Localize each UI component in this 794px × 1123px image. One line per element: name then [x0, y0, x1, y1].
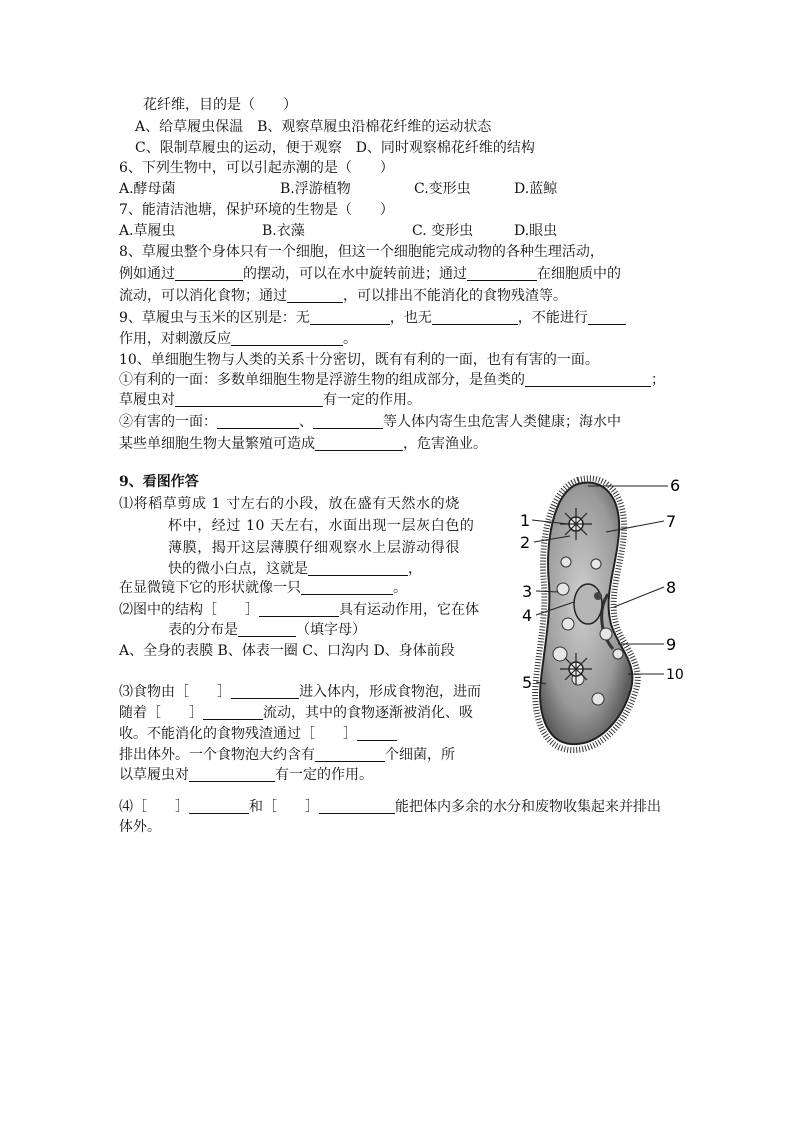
- p3-text: 流动，其中的食物逐渐被消化、吸: [263, 705, 473, 721]
- p4-text: 和［ ］: [249, 799, 319, 815]
- q9-text: 。: [343, 331, 357, 347]
- p2-line1: [119, 600, 479, 620]
- p1-line1: ⑴将稻草剪成 1 寸左右的小段，放在盛有天然水的烧: [119, 496, 460, 512]
- label-6: 6: [670, 476, 681, 495]
- p3-line1: [119, 682, 481, 702]
- p3-text: 有一定的作用。: [275, 767, 373, 783]
- p1-line2: 杯中，经过 10 天左右，水面出现一层灰白色的: [168, 518, 475, 534]
- p4-line1: [119, 797, 661, 817]
- p3-text: 以草履虫对: [119, 767, 189, 783]
- q10-text: ②有害的一面：: [119, 414, 217, 430]
- q10-harm-line1: [119, 412, 621, 432]
- label-3: 3: [522, 582, 533, 601]
- q8-text: 的摆动，可以在水中旋转前进；通过: [243, 266, 467, 282]
- q6-option-c: C.变形虫: [414, 181, 471, 197]
- p3-line5: [119, 765, 373, 785]
- answer-blank[interactable]: [189, 766, 275, 782]
- answer-blank[interactable]: [310, 309, 390, 325]
- answer-blank[interactable]: [432, 309, 518, 325]
- q9-text: ，不能进行: [517, 310, 588, 326]
- q8-line2: [119, 264, 621, 284]
- label-2: 2: [520, 533, 531, 552]
- p3-text: 随着［ ］: [119, 705, 203, 721]
- label-5: 5: [522, 673, 533, 692]
- q10-benefit-line2: [119, 390, 421, 410]
- q9-line1: [119, 308, 626, 328]
- answer-blank[interactable]: [231, 683, 299, 699]
- answer-blank[interactable]: [189, 798, 249, 814]
- label-7: 7: [666, 512, 677, 531]
- answer-blank[interactable]: [301, 579, 393, 595]
- q6-option-a: A.酵母菌: [119, 181, 176, 197]
- label-10: 10: [666, 667, 684, 683]
- p2-text: 具有运动作用，它在体: [339, 602, 479, 618]
- p3-text: 进入体内，形成食物泡，进而: [299, 684, 481, 700]
- p4-line2: 体外。: [119, 819, 161, 835]
- p3-text: 排出体外。一个食物泡大约含有: [119, 747, 315, 763]
- label-1: 1: [520, 511, 531, 530]
- q6-option-d: D.蓝鲸: [514, 181, 558, 197]
- answer-blank[interactable]: [315, 435, 403, 451]
- answer-blank[interactable]: [238, 621, 296, 637]
- q10-text: 有一定的作用。: [323, 392, 421, 408]
- answer-blank[interactable]: [467, 265, 537, 281]
- answer-blank[interactable]: [313, 413, 383, 429]
- p1-text: 快的微小白点，这就是: [168, 561, 308, 577]
- q8-line1: 8、草履虫整个身体只有一个细胞，但这一个细胞能完成动物的各种生理活动，: [119, 244, 604, 260]
- answer-blank[interactable]: [203, 704, 263, 720]
- q7-option-c: C. 变形虫: [412, 223, 474, 239]
- label-9: 9: [666, 635, 677, 654]
- q10-text: ，危害渔业。: [403, 436, 487, 452]
- q8-line3: [119, 286, 567, 306]
- p1-line3: 薄膜，揭开这层薄膜仔细观察水上层游动得很: [168, 540, 460, 556]
- q9-text: 作用，对刺激反应: [119, 331, 231, 347]
- q10-text: 等人体内寄生虫危害人类健康；海水中: [383, 414, 621, 430]
- paramecium-figure: [518, 474, 698, 764]
- p2-options: A、全身的表膜 B、体表一圈 C、口沟内 D、身体前段: [119, 643, 455, 659]
- answer-blank[interactable]: [319, 798, 395, 814]
- answer-blank[interactable]: [175, 391, 323, 407]
- q7-option-a: A.草履虫: [119, 223, 176, 239]
- p1-line4: [168, 559, 422, 579]
- q9-text: 9、草履虫与玉米的区别是：无: [119, 310, 310, 326]
- q7-option-d: D.眼虫: [514, 223, 558, 239]
- p2-text: （填字母）: [296, 622, 366, 638]
- q5-stem-cont: 花纤维，目的是（ ）: [143, 97, 297, 113]
- answer-blank[interactable]: [259, 601, 339, 617]
- answer-blank[interactable]: [175, 265, 243, 281]
- p1-text: 在显微镜下它的形状就像一只: [119, 580, 301, 596]
- q10-text: ①有利的一面：多数单细胞生物是浮游生物的组成部分，是鱼类的: [119, 372, 525, 388]
- q10-text: 某些单细胞生物大量繁殖可造成: [119, 436, 315, 452]
- q10-text: 草履虫对: [119, 392, 175, 408]
- q8-text: 在细胞质中的: [537, 266, 621, 282]
- q6-stem: 6、下列生物中，可以引起赤潮的是（ ）: [119, 160, 394, 176]
- p3-text: 收。不能消化的食物残渣通过［ ］: [119, 726, 357, 742]
- p1-text: ，: [408, 561, 422, 577]
- q9-text: ，也无: [389, 310, 432, 326]
- q5-options-ab: A、给草履虫保温 B、观察草履虫沿棉花纤维的运动状态: [135, 119, 492, 135]
- p3-line2: [119, 703, 473, 723]
- p3-text: 个细菌，所: [385, 747, 455, 763]
- q6-option-b: B.浮游植物: [280, 181, 351, 197]
- p2-text: ⑵图中的结构［ ］: [119, 602, 259, 618]
- q10-text: ；: [651, 372, 665, 388]
- p3-text: ⑶食物由［ ］: [119, 684, 231, 700]
- p3-line4: [119, 745, 455, 765]
- q8-text: ，可以排出不能消化的食物残渣等。: [343, 288, 567, 304]
- p1-line5: [119, 578, 407, 598]
- answer-blank[interactable]: [525, 371, 651, 387]
- q10-harm-line2: [119, 434, 487, 454]
- answer-blank[interactable]: [217, 413, 299, 429]
- p1-text: 。: [393, 580, 407, 596]
- q7-stem: 7、能清洁池塘，保护环境的生物是（ ）: [119, 202, 394, 218]
- q9-line2: [119, 329, 357, 349]
- q8-text: 例如通过: [119, 266, 175, 282]
- answer-blank[interactable]: [357, 725, 397, 741]
- answer-blank[interactable]: [588, 309, 626, 325]
- q5-options-cd: C、限制草履虫的运动，便于观察 D、同时观察棉花纤维的结构: [135, 140, 535, 156]
- q10-stem: 10、单细胞生物与人类的关系十分密切，既有有利的一面，也有有害的一面。: [119, 352, 599, 368]
- label-4: 4: [522, 606, 533, 625]
- answer-blank[interactable]: [315, 746, 385, 762]
- label-8: 8: [666, 578, 677, 597]
- answer-blank[interactable]: [287, 287, 343, 303]
- section-title: 9、看图作答: [119, 474, 199, 490]
- p4-text: ⑷［ ］: [119, 799, 189, 815]
- q10-benefit-line1: [119, 370, 665, 390]
- p3-line3: [119, 724, 397, 744]
- micronucleus: [594, 592, 602, 600]
- p4-text: 能把体内多余的水分和废物收集起来并排出: [395, 799, 661, 815]
- macronucleus: [574, 584, 602, 624]
- q8-text: 流动，可以消化食物；通过: [119, 288, 287, 304]
- answer-blank[interactable]: [308, 560, 408, 576]
- p2-line2: [168, 620, 366, 640]
- p2-text: 表的分布是: [168, 622, 238, 638]
- answer-blank[interactable]: [231, 330, 343, 346]
- q10-text: 、: [299, 414, 313, 430]
- q7-option-b: B.衣藻: [262, 223, 305, 239]
